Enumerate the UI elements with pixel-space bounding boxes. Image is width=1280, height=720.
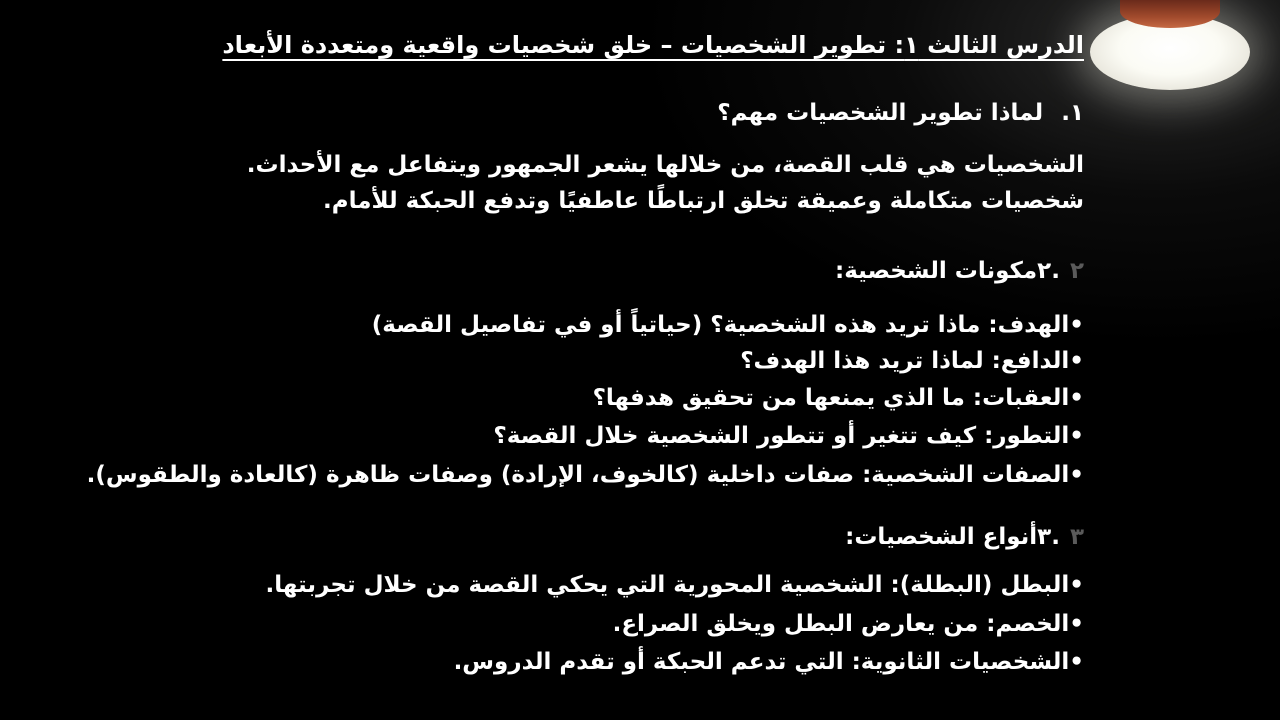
section-1-number: ١.	[1061, 100, 1084, 126]
list-item: • البطل (البطلة): الشخصية المحورية التي يحكي القصة من خلال تجربتها.	[265, 570, 1084, 600]
section-1-heading-text: لماذا تطوير الشخصيات مهم؟	[717, 100, 1044, 126]
section-2-heading	[835, 256, 1084, 286]
section-2-number: ٢.	[1037, 258, 1060, 284]
section-3-number: ٣.	[1037, 524, 1060, 550]
section-3-heading	[845, 522, 1084, 552]
section-3-number-faded: ٣	[1069, 524, 1084, 550]
list-item: • الشخصيات الثانوية: التي تدعم الحبكة أو تقدم الدروس.	[454, 647, 1084, 677]
section-2-heading-text: مكونات الشخصية:	[835, 258, 1038, 284]
section-1-line-2: شخصيات متكاملة وعميقة تخلق ارتباطًا عاطفيًا وتدفع الحبكة للأمام.	[323, 188, 1084, 214]
lesson-title: الدرس الثالث ١: تطوير الشخصيات – خلق شخصيات واقعية ومتعددة الأبعاد	[222, 31, 1084, 59]
section-1-line-1: الشخصيات هي قلب القصة، من خلالها يشعر الجمهور ويتفاعل مع الأحداث.	[246, 152, 1084, 178]
list-item: • الصفات الشخصية: صفات داخلية (كالخوف، الإرادة) وصفات ظاهرة (كالعادة والطقوس).	[87, 460, 1084, 490]
list-item: • العقبات: ما الذي يمنعها من تحقيق هدفها؟	[593, 383, 1084, 413]
list-item: • التطور: كيف تتغير أو تتطور الشخصية خلال القصة؟	[493, 421, 1084, 451]
section-2-number-faded: ٢	[1069, 258, 1084, 284]
list-item: • الهدف: ماذا تريد هذه الشخصية؟ (حياتياً أو في تفاصيل القصة)	[372, 310, 1084, 340]
hanging-lamp-icon	[1085, 0, 1255, 95]
section-1-heading	[717, 98, 1084, 128]
list-item: • الدافع: لماذا تريد هذا الهدف؟	[740, 346, 1084, 376]
list-item: • الخصم: من يعارض البطل ويخلق الصراع.	[613, 609, 1084, 639]
section-3-heading-text: أنواع الشخصيات:	[845, 524, 1038, 550]
